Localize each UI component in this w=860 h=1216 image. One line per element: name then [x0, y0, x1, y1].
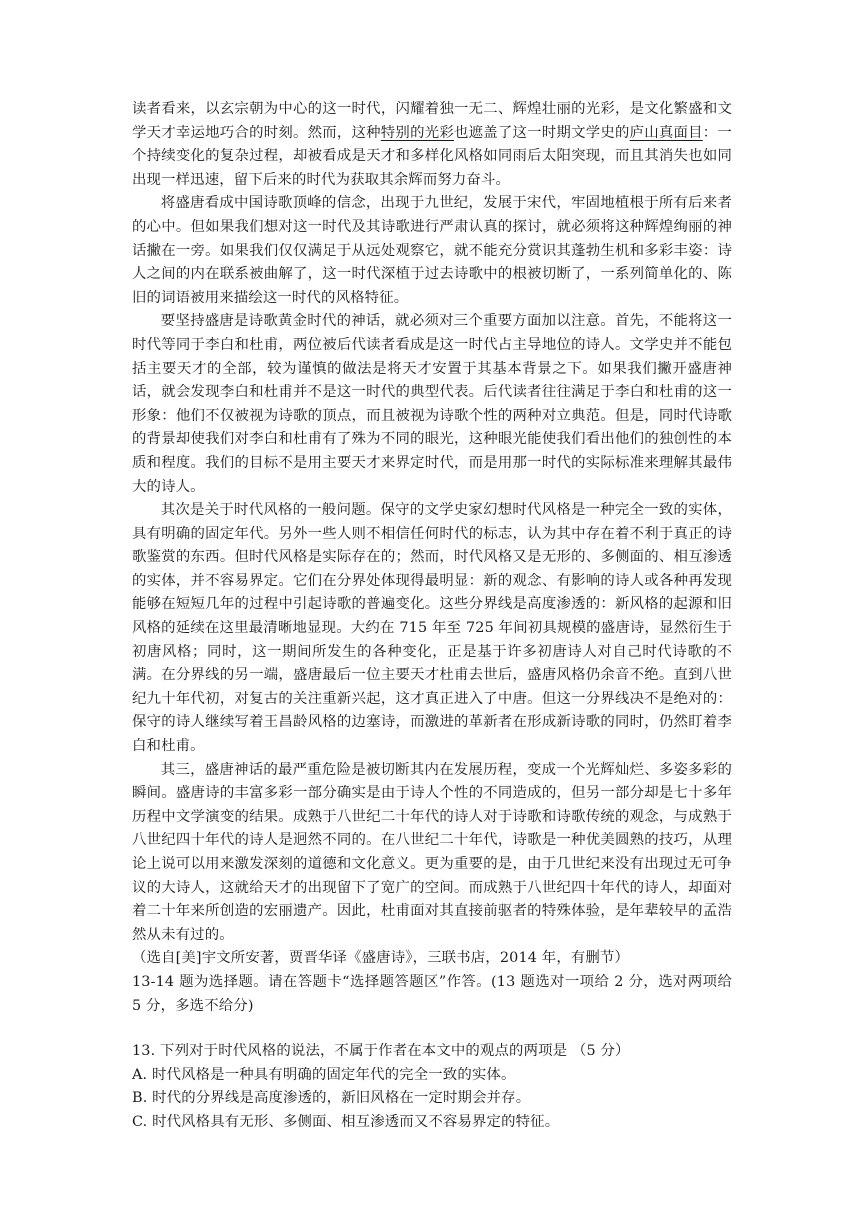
question-instruction: 13-14 题为选择题。请在答题卡“选择题答题区”作答。(13 题选对一项给 2 分，选对两项给 5 分，多选不给分)	[132, 973, 732, 1014]
paragraph-4: 其次是关于时代风格的一般问题。保守的文学史家幻想时代风格是一种完全一致的实体，具有明确的固定年代。另外一些人则不相信任何时代的标志，认为其中存在着不利于真正的诗歌鉴赏的东西。但时代风格是实际存在的；然而，时代风格又是无形的、多侧面的、相互渗透的实体，并不容易界定。它们在分界处体现得最明显：新的观念、有影响的诗人或各种再发现能够在短短几年的过程中引起诗歌的普遍变化。这些分界线是高度渗透的：新风格的起源和旧风格的延续在这里最清晰地显现。大约在 715 年至 725 年间初具规模的盛唐诗，显然衍生于初唐风格；同时，这一期间所发生的各种变化，正是基于许多初唐诗人对自己时代诗歌的不满。在分界线的另一端，盛唐最后一位主要天才杜甫去世后，盛唐风格仍余音不绝。直到八世纪九十年代初，对复古的关注重新兴起，这才真正进入了中唐。但这一分界线决不是绝对的：保守的诗人继续写着王昌龄风格的边塞诗，而激进的革新者在形成新诗歌的同时，仍然盯着李白和杜甫。	[132, 502, 732, 755]
underlined-phrase-special-brilliance: 特别的光彩	[380, 124, 454, 141]
paragraph-3: 要坚持盛唐是诗歌黄金时代的神话，就必须对三个重要方面加以注意。首先，不能将这一时代等同于李白和杜甫，两位被后代读者看成是这一时代占主导地位的诗人。文学史并不能包括主要天才的全部，较为谨慎的做法是将天才安置于其基本背景之下。如果我们撇开盛唐神话，就会发现李白和杜甫并不是这一时代的典型代表。后代读者往往满足于李白和杜甫的这一形象：他们不仅被视为诗歌的顶点，而且被视为诗歌个性的两种对立典范。但是，同时代诗歌的背景却使我们对李白和杜甫有了殊为不同的眼光，这种眼光能使我们看出他们的独创性的本质和程度。我们的目标不是用主要天才来界定时代，而是用那一时代的实际标准来理解其最伟大的诗人。	[132, 313, 732, 495]
option-c: C. 时代风格具有无形、多侧面、相互渗透而又不容易界定的特征。	[132, 1113, 560, 1130]
section-gap	[132, 1018, 732, 1040]
paragraph-1-text-3: ：一个持续变化的复杂过程，却被看成是天才和多样化风格如同雨后太阳突现，而且其消失也如同出现一样迅速，留下后来的时代为获取其余辉而努力奋斗。	[132, 124, 732, 188]
document-page	[132, 98, 732, 1135]
underlined-phrase-true-face: 庐山真面目	[629, 124, 703, 141]
option-b: B. 时代的分界线是高度渗透的，新旧风格在一定时期会并存。	[132, 1090, 531, 1107]
source-citation: （选自[美]宇文所安著，贾晋华译《盛唐诗》，三联书店，2014 年，有删节）	[132, 950, 630, 967]
paragraph-2: 将盛唐看成中国诗歌顶峰的信念，出现于九世纪，发展于宋代，牢固地植根于所有后来者的心中。但如果我们想对这一时代及其诗歌进行严肃认真的探讨，就必须将这种辉煌绚丽的神话撇在一旁。如果我们仅仅满足于从远处观察它，就不能充分赏识其蓬勃生机和多彩丰姿：诗人之间的内在联系被曲解了，这一时代深植于过去诗歌中的根被切断了，一系列简单化的、陈旧的词语被用来描绘这一时代的风格特征。	[132, 195, 732, 306]
question-13-stem: 13. 下列对于时代风格的说法，不属于作者在本文中的观点的两项是 （5 分）	[132, 1043, 630, 1060]
paragraph-5: 其三，盛唐神话的最严重危险是被切断其内在发展历程，变成一个光辉灿烂、多姿多彩的瞬间。盛唐诗的丰富多彩一部分确实是由于诗人个性的不同造成的，但另一部分却是七十多年历程中文学演变的结果。成熟于八世纪二十年代的诗人对于诗歌和诗歌传统的观念，与成熟于八世纪四十年代的诗人是迥然不同的。在八世纪二十年代，诗歌是一种优美圆熟的技巧，从理论上说可以用来激发深刻的道德和文化意义。更为重要的是，由于几世纪来没有出现过无可争议的大诗人，这就给天才的出现留下了宽广的空间。而成熟于八世纪四十年代的诗人，却面对着二十年来所创造的宏丽遗产。因此，杜甫面对其直接前驱者的特殊体验，是年辈较早的孟浩然从未有过的。	[132, 761, 732, 943]
paragraph-1-text: 读者看来，以玄宗朝为中心的这一时代，闪耀着独一无二、辉煌壮丽的光彩，是文化繁盛和文学天才幸运地巧合的时刻。然而，这种	[132, 101, 732, 141]
paragraph-1	[132, 98, 732, 192]
option-a: A. 时代风格是一种具有明确的固定年代的完全一致的实体。	[132, 1066, 516, 1083]
paragraph-1-text-2: 也遮盖了这一时期文学史的	[453, 124, 630, 141]
